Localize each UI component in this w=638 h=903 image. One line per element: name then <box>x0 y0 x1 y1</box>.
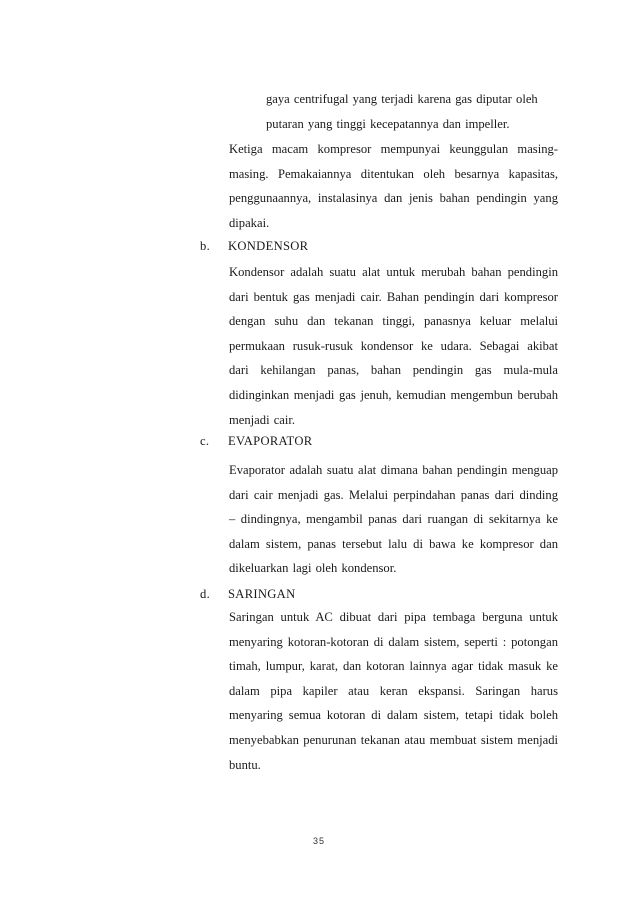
summary-paragraph <box>229 137 558 235</box>
summary-paragraph-text: Ketiga macam kompresor mempunyai keunggulan masing-masing. Pemakaiannya ditentukan oleh besarnya kapasitas, penggunaannya, instalasinya dan jenis bahan pendingin yang dipakai. <box>229 142 558 230</box>
section-body-saringan <box>229 605 558 777</box>
section-title: KONDENSOR <box>228 239 309 253</box>
section-title: EVAPORATOR <box>228 434 313 448</box>
intro-line-1: gaya centrifugal yang terjadi karena gas diputar oleh <box>266 92 538 106</box>
intro-line-2: putaran yang tinggi kecepatannya dan impeller. <box>266 116 510 131</box>
section-heading-evaporator <box>200 431 312 451</box>
section-letter: d. <box>200 587 211 601</box>
section-body-evaporator <box>229 458 558 581</box>
section-body-kondensor <box>229 260 558 432</box>
section-heading-saringan <box>200 584 295 604</box>
section-body-text: Kondensor adalah suatu alat untuk merubah bahan pendingin dari bentuk gas menjadi cair. Bahan pendingin dari kompresor dengan suhu dan tekanan tinggi, panasnya keluar melalui permukaan rusuk-rusuk kondensor ke udara. Sebagai akibat dari kehilangan panas, bahan pendingin gas mula-mula didinginkan menjadi gas jenuh, kemudian mengembun berubah menjadi cair. <box>229 265 558 427</box>
page-number: 35 <box>312 836 325 846</box>
section-title: SARINGAN <box>228 587 296 601</box>
section-body-text: Saringan untuk AC dibuat dari pipa tembaga berguna untuk menyaring kotoran-kotoran di dalam sistem, seperti : potongan timah, lumpur, karat, dan kotoran lainnya agar tidak masuk ke dalam pipa kapiler atau keran ekspansi. Saringan harus menyaring semua kotoran di dalam sistem, tetapi tidak boleh menyebabkan penurunan tekanan atau membuat sistem menjadi buntu. <box>229 610 558 772</box>
section-heading-kondensor <box>200 236 308 256</box>
intro-lines <box>266 87 548 136</box>
section-letter: b. <box>200 239 211 253</box>
section-letter: c. <box>200 434 210 448</box>
section-body-text: Evaporator adalah suatu alat dimana bahan pendingin menguap dari cair menjadi gas. Melalui perpindahan panas dari dinding – dindingnya, mengambil panas dari ruangan di sekitarnya ke dalam sistem, panas tersebut lalu di bawa ke kompresor dan dikeluarkan lagi oleh kondensor. <box>229 463 558 576</box>
